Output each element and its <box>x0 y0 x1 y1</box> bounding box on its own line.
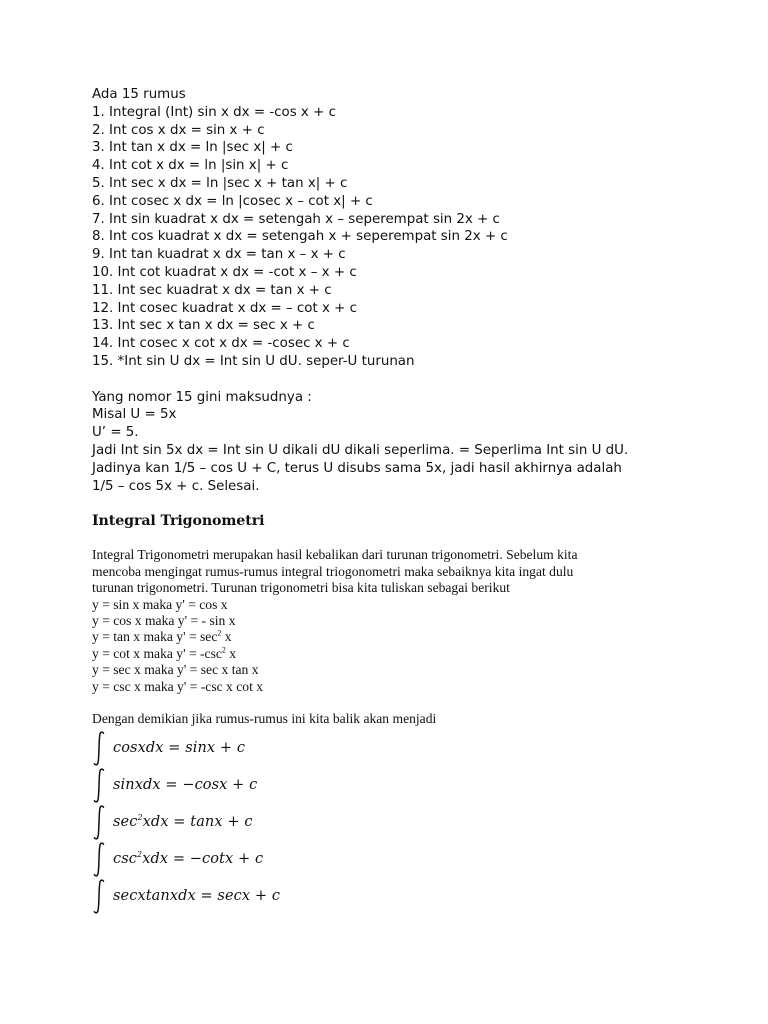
derivative-text: y = sec x maka y' = sec x tan x <box>92 662 259 678</box>
rumus-item-7: 7. Int sin kuadrat x dx = setengah x – seperempat sin 2x + c <box>92 211 500 227</box>
explanation-line: Misal U = 5x <box>92 407 177 423</box>
explanation-line: Jadinya kan 1/5 – cos U + C, terus U disubs sama 5x, jadi hasil akhirnya adalah <box>92 460 622 476</box>
paragraph-line: turunan trigonometri. Turunan trigonometri bisa kita tuliskan sebagai berikut <box>92 580 510 596</box>
derivative-tail: x <box>221 629 232 645</box>
formula-text <box>113 888 280 904</box>
rumus-item-12: 12. Int cosec kuadrat x dx = – cot x + c <box>92 300 358 316</box>
integral-formula <box>92 804 732 841</box>
rumus-item-11: 11. Int sec kuadrat x dx = tan x + c <box>92 282 332 298</box>
formula-text <box>113 851 263 867</box>
formula-part: sinxdx = −cosx + c <box>113 777 258 794</box>
paragraph-line: mencoba mengingat rumus-rumus integral triogonometri maka sebaiknya kita ingat dulu <box>92 563 574 579</box>
formula-text <box>113 777 257 793</box>
derivative-text: y = cot x maka y' = -csc <box>92 645 222 661</box>
exponent: 2 <box>137 813 143 823</box>
integral-formula-list <box>92 730 732 915</box>
intro-heading: Ada 15 rumus <box>92 87 186 102</box>
integral-formula <box>92 841 732 878</box>
integral-formula <box>92 730 732 767</box>
integral-sign-icon <box>92 767 106 804</box>
rumus-item-2: 2. Int cos x dx = sin x + c <box>92 122 265 138</box>
explanation-line: 1/5 – cos 5x + c. Selesai. <box>92 478 260 494</box>
integral-formula <box>92 767 732 804</box>
rumus-item-8: 8. Int cos kuadrat x dx = setengah x + seperempat sin 2x + c <box>92 229 508 245</box>
integral-sign-icon <box>92 878 106 915</box>
formula-part: xdx = tanx + c <box>142 814 253 831</box>
rumus-item-10: 10. Int cot kuadrat x dx = -cot x – x + c <box>92 264 357 280</box>
derivative-text: y = tan x maka y' = sec <box>92 629 218 645</box>
paragraph-line: Integral Trigonometri merupakan hasil kebalikan dari turunan trigonometri. Sebelum kita <box>92 547 578 563</box>
document-page <box>92 86 732 915</box>
rumus-item-3: 3. Int tan x dx = ln |sec x| + c <box>92 140 293 156</box>
integral-sign-icon <box>92 730 106 767</box>
derivative-line <box>92 629 732 645</box>
explanation-line: Yang nomor 15 gini maksudnya : <box>92 389 312 405</box>
formula-part: csc <box>113 851 137 868</box>
integral-sign-icon <box>92 841 106 878</box>
rumus-item-4: 4. Int cot x dx = ln |sin x| + c <box>92 158 289 174</box>
exponent: 2 <box>136 850 143 860</box>
rumus-item-15: 15. *Int sin U dx = Int sin U dU. seper-U turunan <box>92 353 415 369</box>
formula-part: sec <box>113 814 138 831</box>
rumus-list <box>92 86 732 371</box>
formula-part: cosxdx = sinx + c <box>113 740 246 757</box>
derivative-text: y = cos x maka y' = - sin x <box>92 612 236 628</box>
spacer <box>92 695 732 711</box>
derivative-text: y = sin x maka y' = cos x <box>92 596 228 612</box>
explanation-line: Jadi Int sin 5x dx = Int sin U dikali dU dikali seperlima. = Seperlima Int sin U dU. <box>92 442 629 458</box>
explanation-block <box>92 389 732 496</box>
derivative-line <box>92 597 732 613</box>
derivative-line <box>92 662 732 678</box>
derivative-line <box>92 613 732 629</box>
exponent: 2 <box>221 645 226 655</box>
rumus-item-5: 5. Int sec x dx = ln |sec x + tan x| + c <box>92 175 348 191</box>
explanation-line: U’ = 5. <box>92 425 139 441</box>
integral-sign-icon <box>92 804 106 841</box>
rumus-item-6: 6. Int cosec x dx = ln |cosec x – cot x| + c <box>92 193 373 209</box>
formula-text <box>113 740 245 756</box>
derivative-text: y = csc x maka y' = -csc x cot x <box>92 678 264 694</box>
rumus-item-1: 1. Integral (Int) sin x dx = -cos x + c <box>92 104 336 120</box>
spacer <box>92 371 732 389</box>
section-heading: Integral Trigonometri <box>92 513 265 530</box>
formula-part: secxtanxdx = secx + c <box>113 888 281 905</box>
derivative-line <box>92 646 732 662</box>
derivative-line <box>92 679 732 695</box>
formula-text <box>113 814 253 830</box>
exponent: 2 <box>217 628 222 638</box>
formula-part: xdx = −cotx + c <box>142 851 264 868</box>
conclusion-line: Dengan demikian jika rumus-rumus ini kita balik akan menjadi <box>92 711 437 727</box>
rumus-item-9: 9. Int tan kuadrat x dx = tan x – x + c <box>92 247 346 263</box>
integral-formula <box>92 878 732 915</box>
derivative-tail: x <box>225 645 237 661</box>
section-paragraph <box>92 547 732 727</box>
rumus-item-14: 14. Int cosec x cot x dx = -cosec x + c <box>92 336 350 352</box>
rumus-item-13: 13. Int sec x tan x dx = sec x + c <box>92 318 315 334</box>
